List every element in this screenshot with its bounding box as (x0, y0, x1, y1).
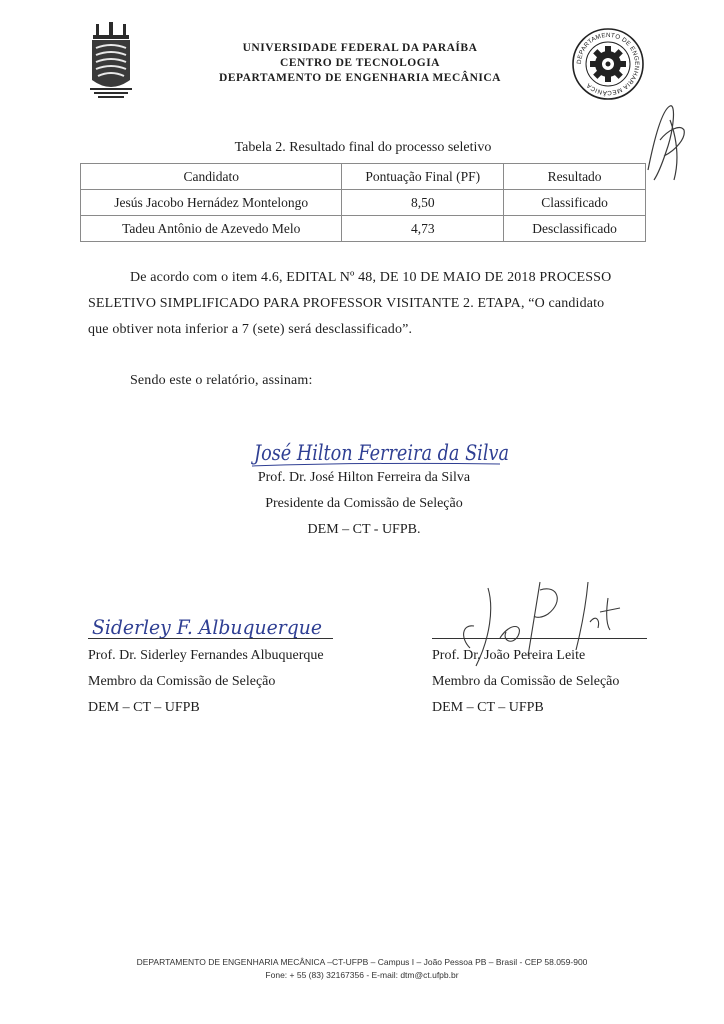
gear-icon (590, 46, 626, 82)
cell-candidate: Tadeu Antônio de Azevedo Melo (81, 216, 342, 242)
member1-signature-line (88, 638, 333, 639)
member2-role: Membro da Comissão de Seleção (432, 674, 620, 689)
president-signature-text: José Hilton Ferreira da Silva (250, 441, 509, 465)
header-center: CENTRO DE TECNOLOGIA (280, 57, 440, 69)
header-department: DEPARTAMENTO DE ENGENHARIA MECÂNICA (219, 72, 501, 84)
cell-result: Desclassificado (504, 216, 646, 242)
header-university: UNIVERSIDADE FEDERAL DA PARAÍBA (242, 42, 478, 54)
column-header-candidate: Candidato (81, 164, 342, 190)
member1-dept: DEM – CT – UFPB (88, 700, 200, 715)
cell-candidate: Jesús Jacobo Hernádez Montelongo (81, 190, 342, 216)
cell-score: 8,50 (342, 190, 504, 216)
cell-result: Classificado (504, 190, 646, 216)
president-dept: DEM – CT - UFPB. (307, 522, 421, 537)
member2-signature-line (432, 638, 647, 639)
president-name: Prof. Dr. José Hilton Ferreira da Silva (257, 470, 471, 485)
table-row (81, 216, 646, 242)
cell-score: 4,73 (342, 216, 504, 242)
department-seal (572, 28, 644, 100)
member2-name: Prof. Dr. João Pereira Leite (432, 648, 586, 663)
paragraph-line-3: que obtiver nota inferior a 7 (sete) será desclassificado”. (88, 322, 413, 337)
table-header-row (81, 164, 646, 190)
table-caption: Tabela 2. Resultado final do processo seletivo (234, 140, 492, 155)
member1-signature-text: Siderley F. Albuquerque (92, 615, 322, 639)
member1-role: Membro da Comissão de Seleção (88, 674, 276, 689)
member2-dept: DEM – CT – UFPB (432, 700, 544, 715)
ufpb-logo (88, 22, 134, 100)
paragraph-line-2: SELETIVO SIMPLIFICADO PARA PROFESSOR VISITANTE 2. ETAPA, “O candidato (88, 296, 605, 311)
seal-text: DEPARTAMENTO DE ENGENHARIA MECÂNICA (575, 31, 641, 97)
results-table (80, 163, 646, 242)
member1-name: Prof. Dr. Siderley Fernandes Albuquerque (88, 648, 324, 663)
footer-address: DEPARTAMENTO DE ENGENHARIA MECÂNICA –CT-UFPB – Campus I – João Pessoa PB – Brasil - CEP 58.059-900 (136, 957, 588, 967)
initials-mark (640, 100, 690, 186)
table-row (81, 190, 646, 216)
closing-sentence: Sendo este o relatório, assinam: (130, 373, 313, 388)
president-role: Presidente da Comissão de Seleção (265, 496, 463, 511)
footer-contact: Fone: + 55 (83) 32167356 - E-mail: dtm@ct.ufpb.br (265, 970, 459, 980)
column-header-result: Resultado (504, 164, 646, 190)
paragraph-line-1: De acordo com o item 4.6, EDITAL Nº 48, DE 10 DE MAIO DE 2018 PROCESSO (130, 270, 612, 285)
column-header-score: Pontuação Final (PF) (342, 164, 504, 190)
